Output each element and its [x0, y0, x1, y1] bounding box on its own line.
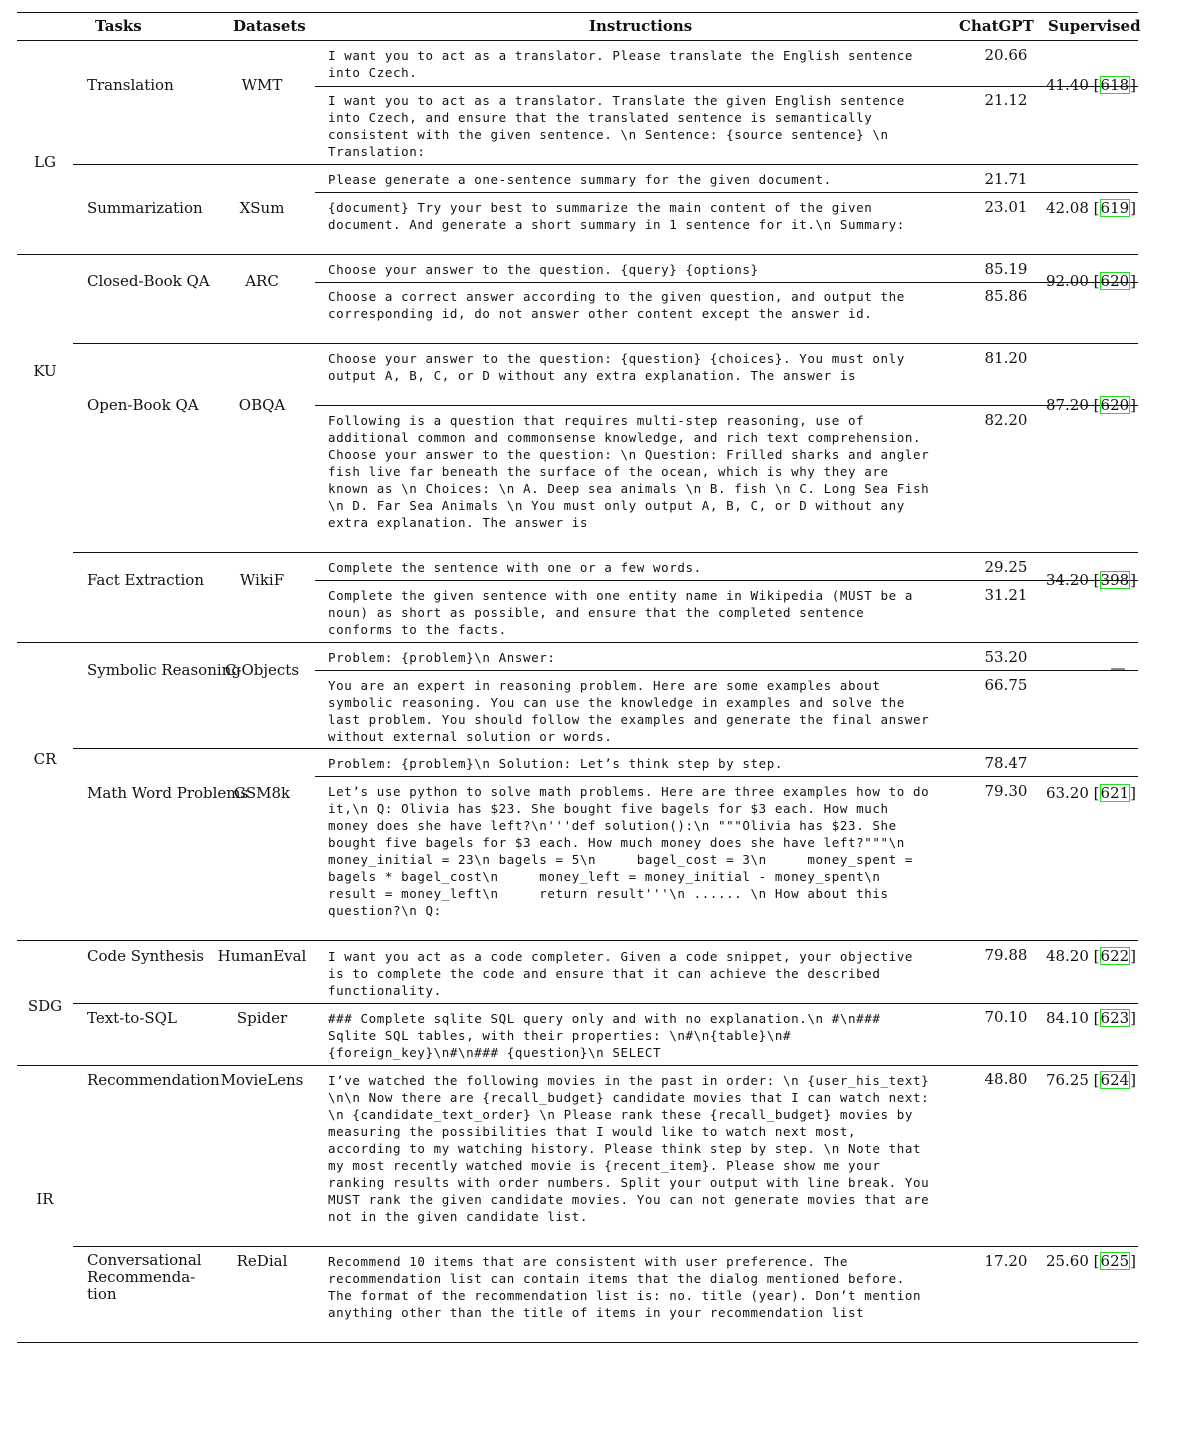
chatgpt-score: 53.20 [984, 648, 1028, 666]
instruction-text: {document} Try your best to summarize the main content of the given document. And generate a short summary in 1 sentence for it.\n Summary: [328, 200, 905, 232]
instruction-text: Problem: {problem}\n Answer: [328, 650, 556, 665]
chatgpt-score: 48.80 [984, 1070, 1028, 1088]
chatgpt-score: 81.20 [984, 349, 1028, 367]
supervised-score: 41.40 [618] [1045, 76, 1137, 94]
dataset-name: GSM8k [233, 784, 291, 802]
dataset-name: WikiF [239, 571, 285, 589]
citation-link[interactable]: 398 [1100, 571, 1130, 589]
rule [17, 940, 1138, 941]
instruction-text: Please generate a one-sentence summary for the given document. [328, 172, 832, 187]
supervised-score: 84.10 [623] [1045, 1009, 1137, 1027]
chatgpt-score: 21.12 [984, 91, 1028, 109]
rule [73, 748, 1138, 749]
rule [73, 1246, 1138, 1247]
instruction-text: Problem: {problem}\n Solution: Let’s think step by step. [328, 756, 784, 771]
supervised-score: 87.20 [620] [1045, 396, 1137, 414]
instruction-text: Complete the given sentence with one entity name in Wikipedia (MUST be a noun) as short as possible, and ensure that the completed sentence conforms to the facts. [328, 588, 922, 637]
instruction-text: Choose your answer to the question. {query} {options} [328, 262, 759, 277]
category-sdg: SDG [27, 997, 63, 1015]
chatgpt-score: 78.47 [984, 754, 1028, 772]
instruction-text: I want you act as a code completer. Given a code snippet, your objective is to complete the code and ensure that it can achieve the described functionality. [328, 949, 922, 998]
category-ir: IR [36, 1190, 54, 1208]
citation-link[interactable]: 620 [1100, 272, 1130, 290]
task-name: Summarization [87, 199, 203, 217]
category-lg: LG [34, 153, 56, 171]
rule [73, 1003, 1138, 1004]
instruction-text: Choose your answer to the question: {question} {choices}. You must only output A, B, C, or D without any extra explanation. The answer is [328, 351, 914, 383]
chatgpt-score: 31.21 [984, 586, 1028, 604]
rule [315, 776, 1138, 777]
dataset-name: ReDial [236, 1252, 288, 1270]
task-name: Recommendation [87, 1071, 220, 1089]
rule [73, 552, 1138, 553]
chatgpt-score: 79.88 [984, 946, 1028, 964]
rule [17, 254, 1138, 255]
task-name: Conversational Recommenda-tion [87, 1251, 202, 1303]
rule [73, 343, 1138, 344]
instruction-text: I want you to act as a translator. Please translate the English sentence into Czech. [328, 48, 922, 80]
dataset-name: Spider [236, 1009, 288, 1027]
dataset-name: HumanEval [217, 947, 307, 965]
task-name: Text-to-SQL [87, 1009, 177, 1027]
citation-link[interactable]: 621 [1100, 784, 1130, 802]
rule [315, 282, 1138, 283]
chatgpt-score: 20.66 [984, 46, 1028, 64]
dataset-name: C-Objects [224, 661, 300, 679]
instruction-text: I want you to act as a translator. Translate the given English sentence into Czech, and ensure that the translated sentence is semantically consistent with the given sentence. \n Sentence: {source sentence} \n Translation: [328, 93, 914, 159]
supervised-score: 42.08 [619] [1045, 199, 1137, 217]
supervised-score: 92.00 [620] [1045, 272, 1137, 290]
header-instructions: Instructions [589, 17, 693, 35]
chatgpt-score: 70.10 [984, 1008, 1028, 1026]
chatgpt-score: 21.71 [984, 170, 1028, 188]
supervised-score: — [1110, 659, 1126, 677]
supervised-score: 34.20 [398] [1045, 571, 1137, 589]
rule [17, 642, 1138, 643]
instruction-text: Choose a correct answer according to the given question, and output the corresponding id, do not answer other content except the answer id. [328, 289, 914, 321]
citation-link[interactable]: 618 [1100, 76, 1130, 94]
task-name: Math Word Problems [87, 784, 249, 802]
dataset-name: WMT [241, 76, 283, 94]
header-supervised: Supervised [1048, 17, 1141, 35]
chatgpt-score: 17.20 [984, 1252, 1028, 1270]
chatgpt-score: 23.01 [984, 198, 1028, 216]
dataset-name: ARC [245, 272, 279, 290]
chatgpt-score: 66.75 [984, 676, 1028, 694]
top-rule [17, 12, 1138, 13]
instruction-text: Recommend 10 items that are consistent with user preference. The recommendation list can contain items that the dialog mentioned before. The format of the recommendation list is: no. title (year). Don’t mention anything other than the title of items in your recommendation list [328, 1254, 930, 1320]
instruction-text: Let’s use python to solve math problems. Here are three examples how to do it,\n Q: Olivia has $23. She bought five bagels for $3 each. How much money does she have left?\n'''def solution():\n """Olivia has $23. She bought five bagels for $3 each. How much money does she have left?"""\n money_initial = 23\n bagels = 5\n bagel_cost = 3\n money_spent = bagels * bagel_cost\n money_left = money_initial - money_spent\n result = money_left\n return result'''\n ...... \n How about this question?\n Q: [328, 784, 946, 918]
header-datasets: Datasets [233, 17, 306, 35]
citation-link[interactable]: 619 [1100, 199, 1130, 217]
dataset-name: MovieLens [220, 1071, 304, 1089]
task-name: Fact Extraction [87, 571, 204, 589]
bottom-rule [17, 1342, 1138, 1343]
task-name: Code Synthesis [87, 947, 204, 965]
chatgpt-score: 29.25 [984, 558, 1028, 576]
chatgpt-score: 85.19 [984, 260, 1028, 278]
citation-link[interactable]: 620 [1100, 396, 1130, 414]
instruction-text: You are an expert in reasoning problem. Here are some examples about symbolic reasoning. You can use the knowledge in examples and solve the last problem. You should follow the examples and generate the final answer without external solution or words. [328, 678, 938, 744]
chatgpt-score: 82.20 [984, 411, 1028, 429]
task-name: Open-Book QA [87, 396, 199, 414]
rule [73, 164, 1138, 165]
dataset-name: OBQA [238, 396, 286, 414]
header-rule [17, 40, 1138, 41]
rule [315, 86, 1138, 87]
supervised-score: 48.20 [622] [1045, 947, 1137, 965]
task-name: Closed-Book QA [87, 272, 210, 290]
rule [315, 405, 1138, 406]
citation-link[interactable]: 625 [1100, 1252, 1130, 1270]
category-cr: CR [33, 750, 57, 768]
citation-link[interactable]: 622 [1100, 947, 1130, 965]
rule [315, 670, 1138, 671]
instruction-text: I’ve watched the following movies in the past in order: \n {user_his_text} \n\n Now there are {recall_budget} candidate movies that I can watch next: \n {candidate_text_order} \n Please rank these {recall_budget} movies by measuring the possibilities that I would like to watch next most, according to my watching history. Please think step by step. \n Note that my most recently watched movie is {recent_item}. Please show me your ranking results with order numbers. Split your output with line break. You MUST rank the given candidate movies. You can not generate movies that are not in the given candidate list. [328, 1073, 938, 1224]
category-ku: KU [33, 362, 57, 380]
citation-link[interactable]: 623 [1100, 1009, 1130, 1027]
supervised-score: 63.20 [621] [1045, 784, 1137, 802]
rule [315, 192, 1138, 193]
task-name: Symbolic Reasoning [87, 661, 241, 679]
instruction-text: Complete the sentence with one or a few words. [328, 560, 702, 575]
header-chatgpt: ChatGPT [959, 17, 1034, 35]
rule [17, 1065, 1138, 1066]
rule [315, 580, 1138, 581]
chatgpt-score: 85.86 [984, 287, 1028, 305]
supervised-score: 76.25 [624] [1045, 1071, 1137, 1089]
header-tasks: Tasks [95, 17, 142, 35]
dataset-name: XSum [239, 199, 285, 217]
supervised-score: 25.60 [625] [1045, 1252, 1137, 1270]
instruction-text: ### Complete sqlite SQL query only and with no explanation.\n #\n### Sqlite SQL tables, with their properties: \n#\n{table}\n# {foreign_key}\n#\n### {question}\n SELECT [328, 1011, 889, 1060]
instruction-text: Following is a question that requires multi-step reasoning, use of additional common and commonsense knowledge, and rich text comprehension. Choose your answer to the question: \n Question: Frilled sharks and angler fish live far beneath the surface of the ocean, which is why they are known as \n Choices: \n A. Deep sea animals \n B. fish \n C. Long Sea Fish \n D. Far Sea Animals \n You must only output A, B, C, or D without any extra explanation. The answer is [328, 413, 938, 530]
chatgpt-score: 79.30 [984, 782, 1028, 800]
citation-link[interactable]: 624 [1100, 1071, 1130, 1089]
task-name: Translation [87, 76, 174, 94]
